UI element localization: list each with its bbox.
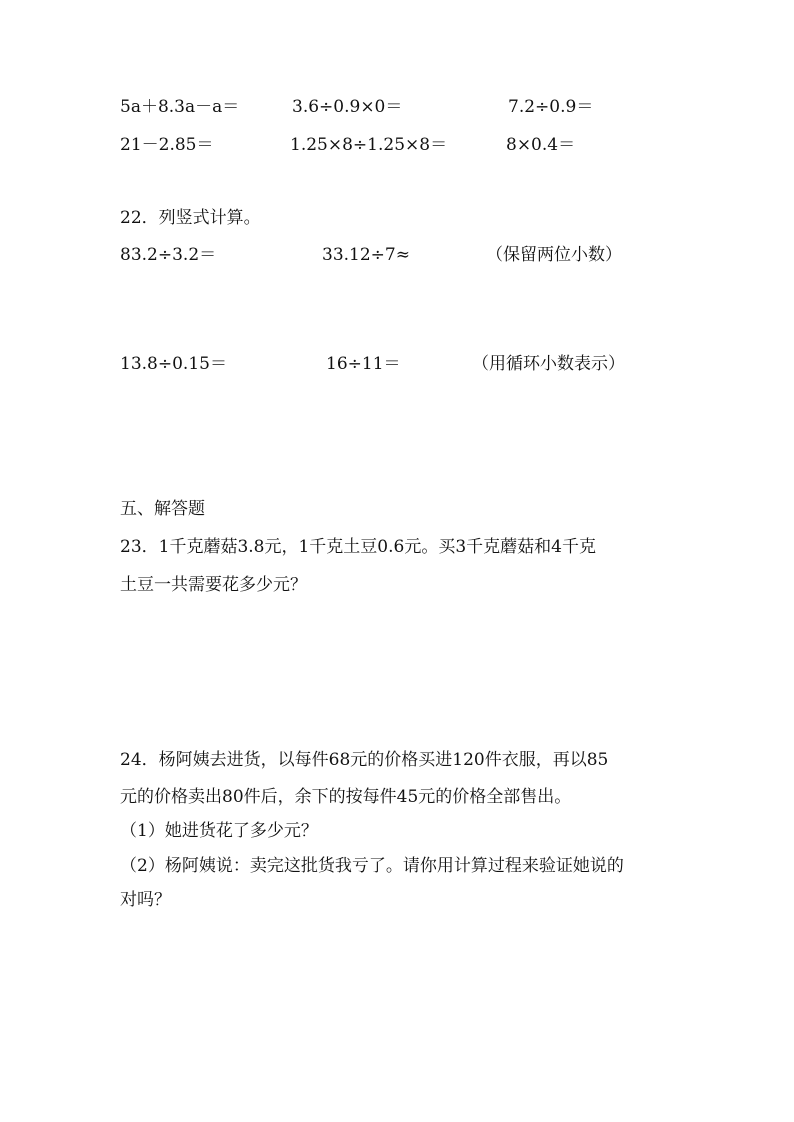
question-24-line-2: 元的价格卖出80件后，余下的按每件45元的价格全部售出。 xyxy=(120,787,572,807)
question-24-sub-1: （1）她进货花了多少元？ xyxy=(120,821,318,841)
oral-calc-item: 5a＋8.3a－a＝ xyxy=(120,97,240,117)
question-24-sub-2-line-1: （2）杨阿姨说：卖完这批货我亏了。请你用计算过程来验证她说的 xyxy=(120,856,624,876)
section-5-title: 五、解答题 xyxy=(120,499,205,519)
question-23-line-2: 土豆一共需要花多少元？ xyxy=(120,575,307,595)
oral-calc-item: 7.2÷0.9＝ xyxy=(508,97,594,117)
vertical-calc-item: 16÷11＝ xyxy=(326,354,401,374)
vertical-calc-note: （保留两位小数） xyxy=(486,245,622,265)
question-23-line-1: 23．1千克蘑菇3.8元，1千克土豆0.6元。买3千克蘑菇和4千克 xyxy=(120,537,596,557)
oral-calc-item: 3.6÷0.9×0＝ xyxy=(292,97,403,117)
oral-calc-item: 1.25×8÷1.25×8＝ xyxy=(290,135,448,155)
question-24-line-1: 24．杨阿姨去进货，以每件68元的价格买进120件衣服，再以85 xyxy=(120,750,609,770)
question-24-sub-2-line-2: 对吗？ xyxy=(120,890,171,910)
vertical-calc-item: 83.2÷3.2＝ xyxy=(120,245,217,265)
oral-calc-item: 21－2.85＝ xyxy=(120,135,214,155)
vertical-calc-item: 13.8÷0.15＝ xyxy=(120,354,227,374)
oral-calc-item: 8×0.4＝ xyxy=(506,135,576,155)
vertical-calc-item: 33.12÷7≈ xyxy=(322,245,410,265)
vertical-calc-note: （用循环小数表示） xyxy=(472,354,625,374)
question-22-title: 22．列竖式计算。 xyxy=(120,208,261,228)
